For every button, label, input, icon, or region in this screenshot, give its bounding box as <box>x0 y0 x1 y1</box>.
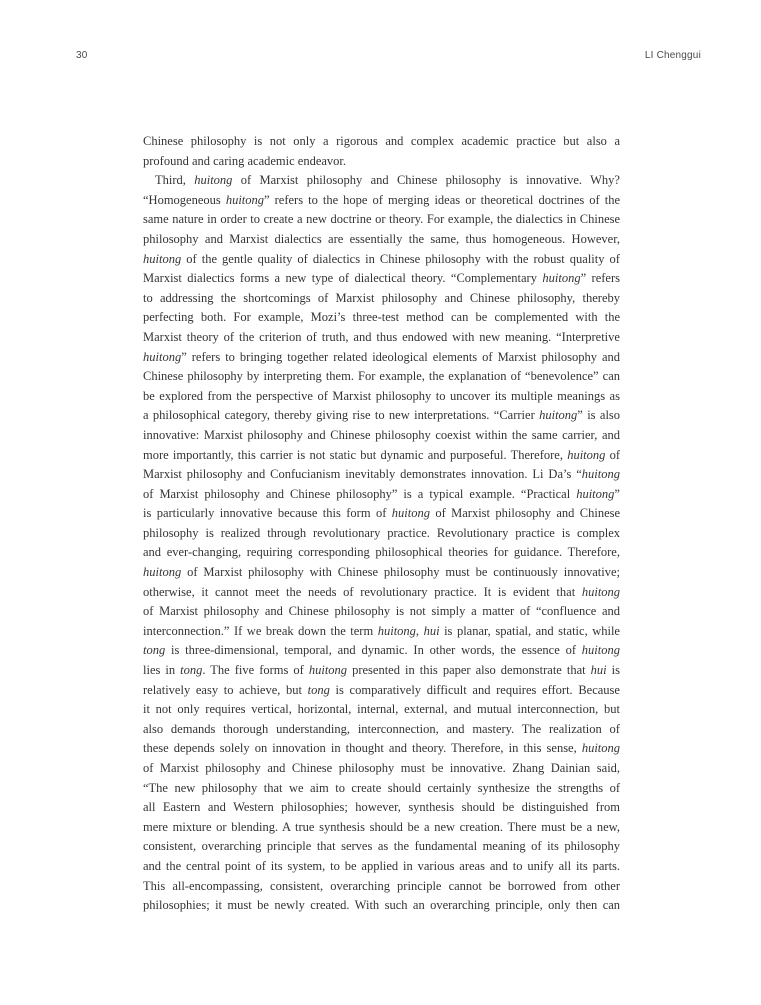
text-line: Marxist theory of the criterion of truth, and thus endowed with new meaning. “Interpretive <box>143 329 620 344</box>
text-line: to addressing the shortcomings of Marxist philosophy and Chinese philosophy, thereby <box>143 290 620 305</box>
text-line: a philosophical category, thereby giving rise to new interpretations. “Carrier huitong” is also <box>143 408 621 423</box>
text-line: of Marxist philosophy and Chinese philosophy” is a typical example. “Practical huitong” <box>143 486 620 501</box>
page-header <box>76 50 701 61</box>
text-line: Marxist dialectics forms a new type of dialectical theory. “Complementary huitong” refers <box>143 271 621 286</box>
text-line: Chinese philosophy by interpreting them. For example, the explanation of “benevolence” can <box>143 369 620 384</box>
text-line: mere mixture or blending. A true synthesis should be a new creation. There must be a new, <box>143 819 620 834</box>
text-line: tong is three-dimensional, temporal, and dynamic. In other words, the essence of huitong <box>143 643 620 658</box>
text-line: Chinese philosophy is not only a rigorous and complex academic practice but also a <box>143 134 621 148</box>
text-line: interconnection.” If we break down the term huitong, hui is planar, spatial, and static, while <box>143 623 620 638</box>
text-line: more importantly, this carrier is not static but dynamic and purposeful. Therefore, huitong of <box>143 447 621 462</box>
text-line: philosophies; it must be newly created. With such an overarching principle, only then can <box>143 898 621 913</box>
text-line: philosophy is realized through revolutionary practice. Revolutionary practice is complex <box>143 525 621 540</box>
text-line: these depends solely on innovation in thought and theory. Therefore, in this sense, huitong <box>143 741 621 756</box>
text-line: and ever-changing, requiring corresponding philosophical theories for guidance. Therefore, <box>143 545 620 560</box>
paragraph <box>143 132 620 171</box>
text-line: Marxist philosophy and Confucianism inevitably demonstrates innovation. Li Da’s “huitong <box>143 467 620 482</box>
paragraph <box>143 171 620 916</box>
text-line: relatively easy to achieve, but tong is comparatively difficult and requires effort. Because <box>143 682 620 697</box>
text-line: Third, huitong of Marxist philosophy and Chinese philosophy is innovative. Why? <box>155 173 620 188</box>
text-line: innovative: Marxist philosophy and Chinese philosophy coexist within the same carrier, and <box>143 427 621 442</box>
text-line: same nature in order to create a new doctrine or theory. For example, the dialectics in Chinese <box>143 212 621 227</box>
text-line: profound and caring academic endeavor. <box>143 153 347 168</box>
text-line: huitong of the gentle quality of dialectics in Chinese philosophy with the robust quality of <box>143 251 620 266</box>
running-head-author: LI Chenggui <box>644 50 701 61</box>
text-line: it not only requires vertical, horizontal, internal, external, and mutual interconnection, but <box>143 702 620 717</box>
text-line: “The new philosophy that we aim to create should certainly synthesize the strengths of <box>143 780 620 795</box>
text-line: lies in tong. The five forms of huitong presented in this paper also demonstrate that hui is <box>143 663 621 678</box>
text-line: “Homogeneous huitong” refers to the hope of merging ideas or theoretical doctrines of the <box>143 192 621 207</box>
text-line: of Marxist philosophy and Chinese philosophy must be innovative. Zhang Dainian said, <box>143 761 621 775</box>
text-line: all Eastern and Western philosophies; however, synthesis should be distinguished from <box>143 800 620 815</box>
text-line: also demands thorough understanding, interconnection, and mastery. The realization of <box>143 721 620 736</box>
text-line: and the central point of its system, to be applied in various areas and to unify all its parts. <box>143 858 621 873</box>
body-text <box>143 132 620 916</box>
page-number: 30 <box>76 50 88 61</box>
text-line: huitong” refers to bringing together related ideological elements of Marxist philosophy and <box>143 349 621 364</box>
text-line: huitong of Marxist philosophy with Chinese philosophy must be continuously innovative; <box>143 565 620 580</box>
text-line: consistent, overarching principle that serves as the fundamental meaning of its philosophy <box>143 839 620 854</box>
text-line: perfecting both. For example, Mozi’s three-test method can be complemented with the <box>143 310 621 325</box>
text-line: is particularly innovative because this form of huitong of Marxist philosophy and Chinese <box>143 506 621 521</box>
text-line: This all-encompassing, consistent, overarching principle cannot be borrowed from other <box>143 878 621 893</box>
text-line: be explored from the perspective of Marxist philosophy to uncover its multiple meanings as <box>143 388 620 403</box>
text-line: philosophy and Marxist dialectics are essentially the same, thus homogeneous. However, <box>143 231 620 246</box>
text-line: of Marxist philosophy and Chinese philosophy is not simply a matter of “confluence and <box>143 604 621 619</box>
text-line: otherwise, it cannot meet the needs of revolutionary practice. It is evident that huitong <box>143 584 621 599</box>
